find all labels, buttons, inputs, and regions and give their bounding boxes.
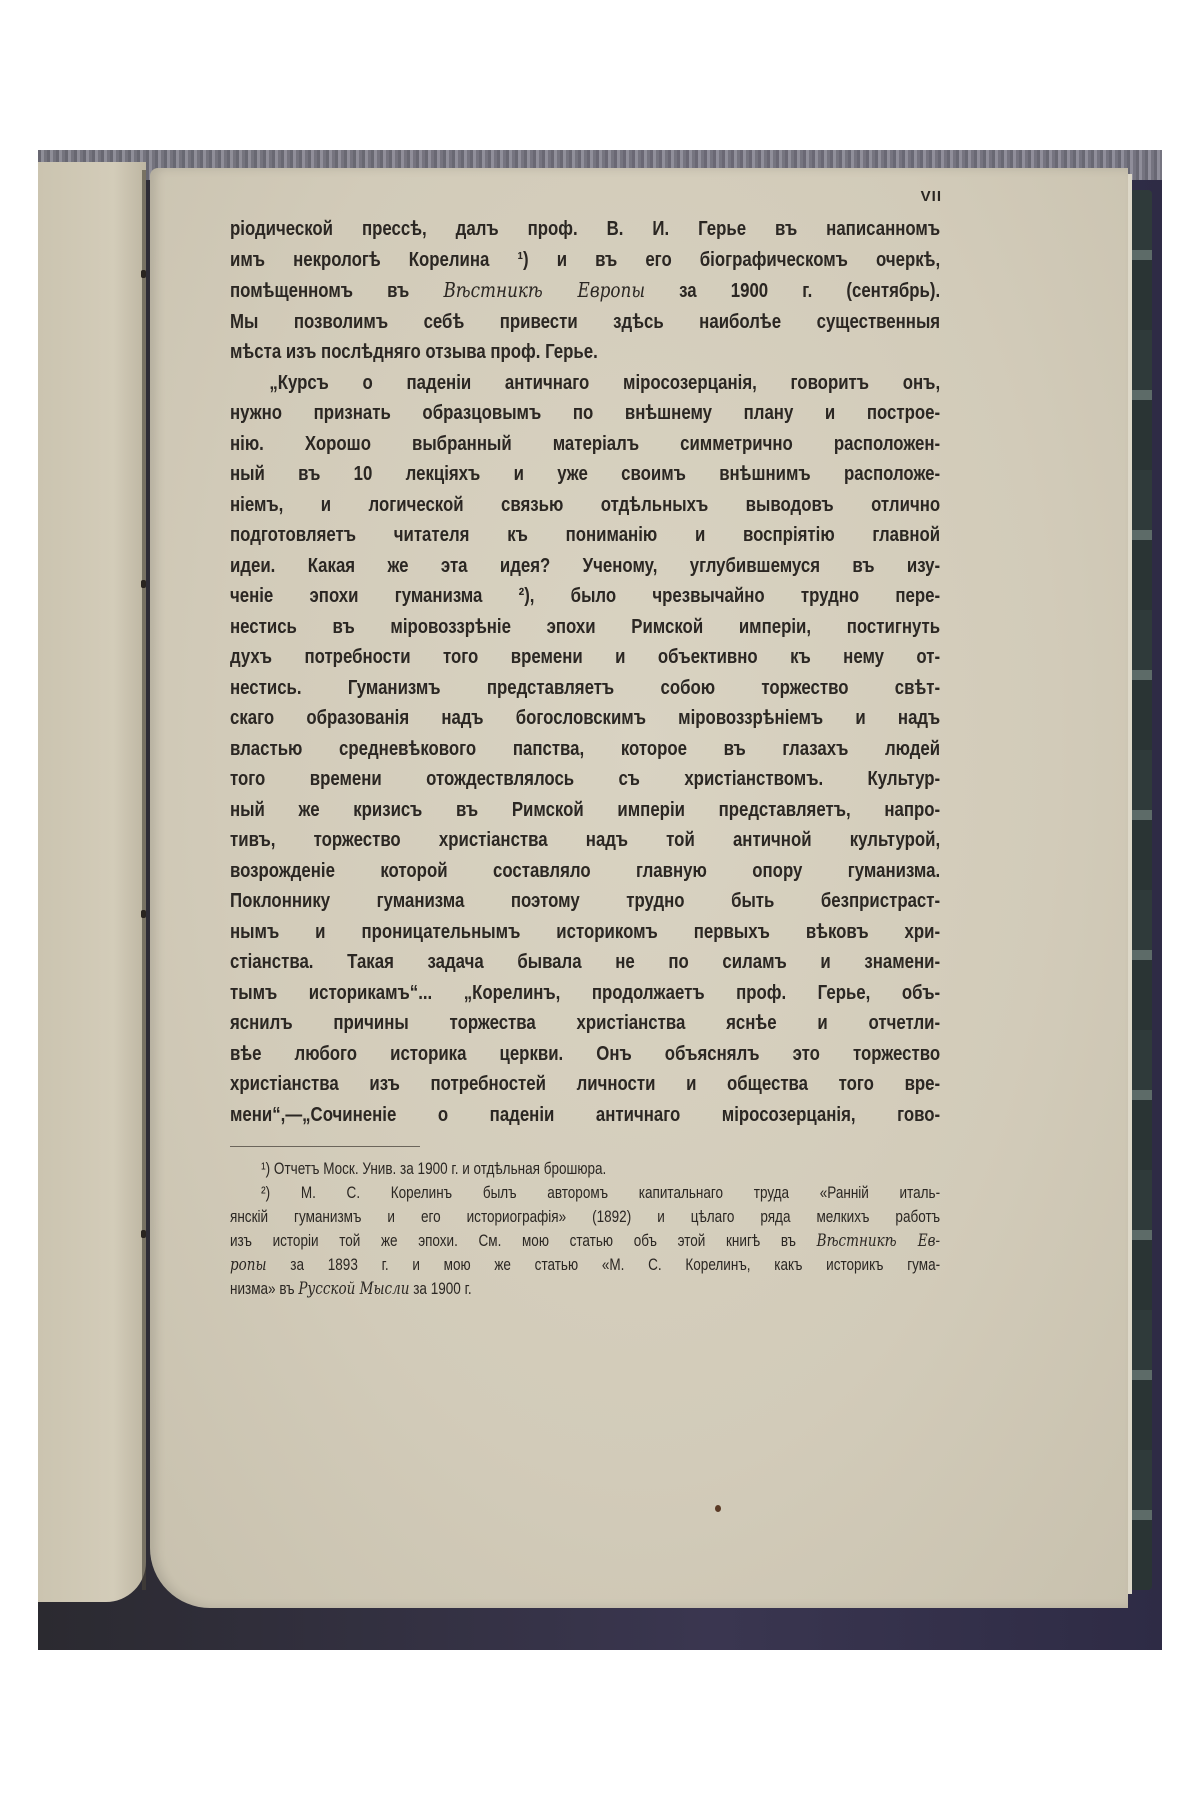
text-line [230, 275, 940, 307]
text-line: нестись. Гуманизмъ представляетъ собою торжество свѣт- [230, 675, 941, 699]
journal-title-italic: Вѣстникѣ Европы [443, 278, 646, 302]
text-line: нымъ и проницательнымъ историкомъ первыхъ вѣковъ хри- [230, 919, 941, 943]
text-line: того времени отождествлялось съ христіанствомъ. Культур- [230, 767, 941, 790]
text-line: скаго образованія надъ богословскимъ міровоззрѣніемъ и надъ [230, 706, 941, 729]
text-line: тымъ историкамъ“... „Корелинъ, продолжаетъ проф. Герье, объ- [230, 980, 941, 1004]
text-line: нужно признать образцовымъ по внѣшнему плану и построе- [230, 401, 941, 424]
binding-stitch [141, 910, 146, 918]
text-line: имъ некрологѣ Корелина ¹) и въ его біографическомъ очеркѣ, [230, 247, 941, 271]
text-line: ченіе эпохи гуманизма ²), было чрезвычайно трудно пере- [230, 584, 941, 607]
text-line: христіанства изъ потребностей личности и общества того вре- [230, 1072, 941, 1095]
text-line: ніемъ, и логической связью отдѣльныхъ выводовъ отлично [230, 492, 941, 516]
text-line: духъ потребности того времени и объективно къ нему от- [230, 645, 941, 668]
text-line: мени“,—„Сочиненіе о паденіи античнаго міросозерцанія, гово- [230, 1102, 941, 1126]
text-line: ный въ 10 лекціяхъ и уже своимъ внѣшнимъ расположе- [230, 462, 941, 485]
text-line: властью средневѣкового папства, которое въ глазахъ людей [230, 736, 941, 760]
binding-stitch [141, 1230, 146, 1238]
text-line: тивъ, торжество христіанства надъ той античной культурой, [230, 828, 941, 851]
text-line: нестись въ міровоззрѣніе эпохи Римской имперіи, постигнуть [230, 614, 941, 638]
journal-title-italic: ропы [230, 1255, 267, 1274]
text-fragment: помѣщенномъ въ [230, 279, 410, 302]
binding-stitch [141, 270, 146, 278]
book-gutter [142, 170, 146, 1590]
text-line: подготовляетъ читателя къ пониманію и воспріятію главной [230, 523, 941, 546]
text-fragment: низма» въ [230, 1280, 295, 1298]
page-content [230, 190, 940, 1301]
text-line: „Курсъ о паденіи античнаго міросозерцанія, говоритъ онъ, [269, 370, 941, 394]
journal-title-italic: Русской Мысли [298, 1279, 410, 1298]
footnote-2: ²) М. С. Корелинъ былъ авторомъ капитальнаго труда «Ранній италь- [261, 1184, 941, 1202]
text-fragment: изъ исторіи той же эпохи. См. мою статью объ этой книгѣ въ [230, 1232, 797, 1250]
footnote-2-line [230, 1253, 940, 1277]
footnote-2-line [230, 1229, 940, 1253]
text-fragment: за 1900 г. [413, 1280, 472, 1298]
text-line: стіанства. Такая задача бывала не по силамъ и знамени- [230, 950, 941, 973]
text-line: идеи. Какая же эта идея? Ученому, углубившемуся въ изу- [230, 553, 941, 577]
footnote-1: ¹) Отчетъ Моск. Унив. за 1900 г. и отдѣльная брошюра. [261, 1160, 607, 1178]
text-fragment: за 1893 г. и мою же статью «М. С. Корелинъ, какъ историкъ гума- [290, 1256, 941, 1274]
binding-stitch [141, 580, 146, 588]
text-line: ный же кризисъ въ Римской имперіи представляетъ, напро- [230, 797, 941, 821]
text-fragment: за 1900 г. (сентябрь). [679, 279, 941, 302]
text-line: нію. Хорошо выбранный матеріалъ симметрично расположен- [230, 431, 941, 455]
footnote-rule [230, 1146, 420, 1147]
page-number: VII [920, 188, 942, 205]
text-line: Мы позволимъ себѣ привести здѣсь наиболѣе существенныя [230, 309, 941, 333]
left-page [38, 162, 146, 1602]
text-line: вѣе любого историка церкви. Онъ объяснялъ это торжество [230, 1041, 941, 1065]
marbled-cover-edge [1130, 190, 1152, 1590]
text-line: мѣста изъ послѣдняго отзыва проф. Герье. [230, 340, 598, 363]
text-line: Поклоннику гуманизма поэтому трудно быть безпристраст- [230, 889, 941, 912]
footnote-2-line [230, 1277, 940, 1301]
text-line: возрожденіе которой составляло главную опору гуманизма. [230, 858, 941, 882]
footnote-2-line: янскій гуманизмъ и его историографія» (1892) и цѣлаго ряда мелкихъ работъ [230, 1208, 941, 1226]
footnotes [230, 1157, 940, 1301]
text-line: ріодической прессѣ, далъ проф. В. И. Герье въ написанномъ [230, 217, 941, 240]
paper-speck [715, 1505, 721, 1512]
body-text [230, 214, 940, 1130]
text-line: яснилъ причины торжества христіанства яснѣе и отчетли- [230, 1011, 941, 1034]
journal-title-italic: Вѣстникѣ Ев- [816, 1231, 941, 1250]
